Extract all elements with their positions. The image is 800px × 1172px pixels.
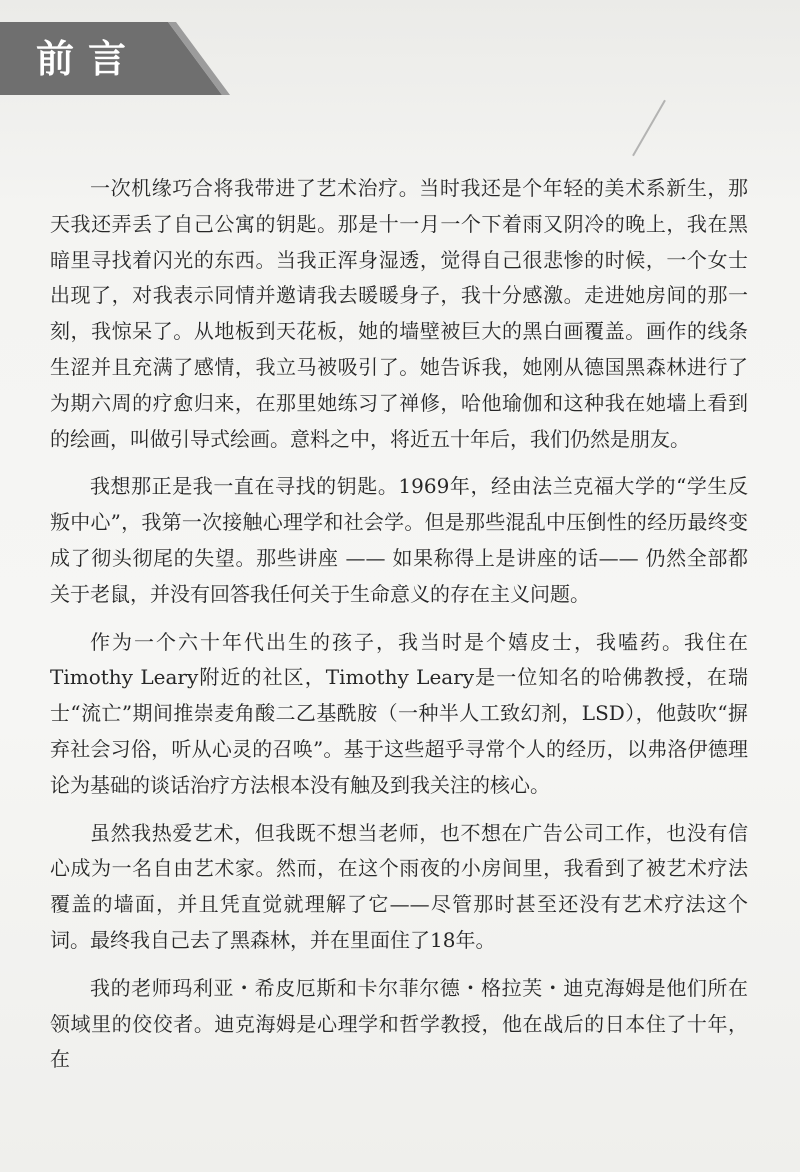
paragraph: 我想那正是我一直在寻找的钥匙。1969年，经由法兰克福大学的“学生反叛中心”，我第一次接触心理学和社会学。但是那些混乱中压倒性的经历最终变成了彻头彻尾的失望。那些讲座 —— 如果称得上是讲座的话—— 仍然全部都关于老鼠，并没有回答我任何关于生命意义的存在主义问题。	[50, 474, 748, 606]
paragraph: 一次机缘巧合将我带进了艺术治疗。当时我还是个年轻的美术系新生，那天我还弄丢了自己公寓的钥匙。那是十一月一个下着雨又阴冷的晚上，我在黑暗里寻找着闪光的东西。当我正浑身湿透，觉得自己很悲惨的时候，一个女士出现了，对我表示同情并邀请我去暖暖身子，我十分感激。走进她房间的那一刻，我惊呆了。从地板到天花板，她的墙壁被巨大的黑白画覆盖。画作的线条生涩并且充满了感情，我立马被吸引了。她告诉我，她刚从德国黑森林进行了为期六周的疗愈归来，在那里她练习了禅修，哈他瑜伽和这种我在她墙上看到的绘画，叫做引导式绘画。意料之中，将近五十年后，我们仍然是朋友。	[50, 176, 748, 451]
paragraph: 虽然我热爱艺术，但我既不想当老师，也不想在广告公司工作，也没有信心成为一名自由艺术家。然而，在这个雨夜的小房间里，我看到了被艺术疗法覆盖的墙面，并且凭直觉就理解了它——尽管那时甚至还没有艺术疗法这个词。最终我自己去了黑森林，并在里面住了18年。	[50, 820, 748, 952]
page-title: 前言	[36, 37, 141, 81]
body-text	[50, 171, 748, 1078]
paragraph: 作为一个六十年代出生的孩子，我当时是个嬉皮士，我嗑药。我住在Timothy Leary附近的社区，Timothy Leary是一位知名的哈佛教授，在瑞士“流亡”期间推崇麦角酸二乙基酰胺（一种半人工致幻剂，LSD），他鼓吹“摒弃社会习俗，听从心灵的召唤”。基于这些超乎寻常个人的经历，以弗洛伊德理论为基础的谈话治疗方法根本没有触及到我关注的核心。	[50, 629, 748, 797]
paragraph: 我的老师玛利亚・希皮厄斯和卡尔菲尔德・格拉芙・迪克海姆是他们所在领域里的佼佼者。迪克海姆是心理学和哲学教授，他在战后的日本住了十年，在	[50, 975, 748, 1072]
